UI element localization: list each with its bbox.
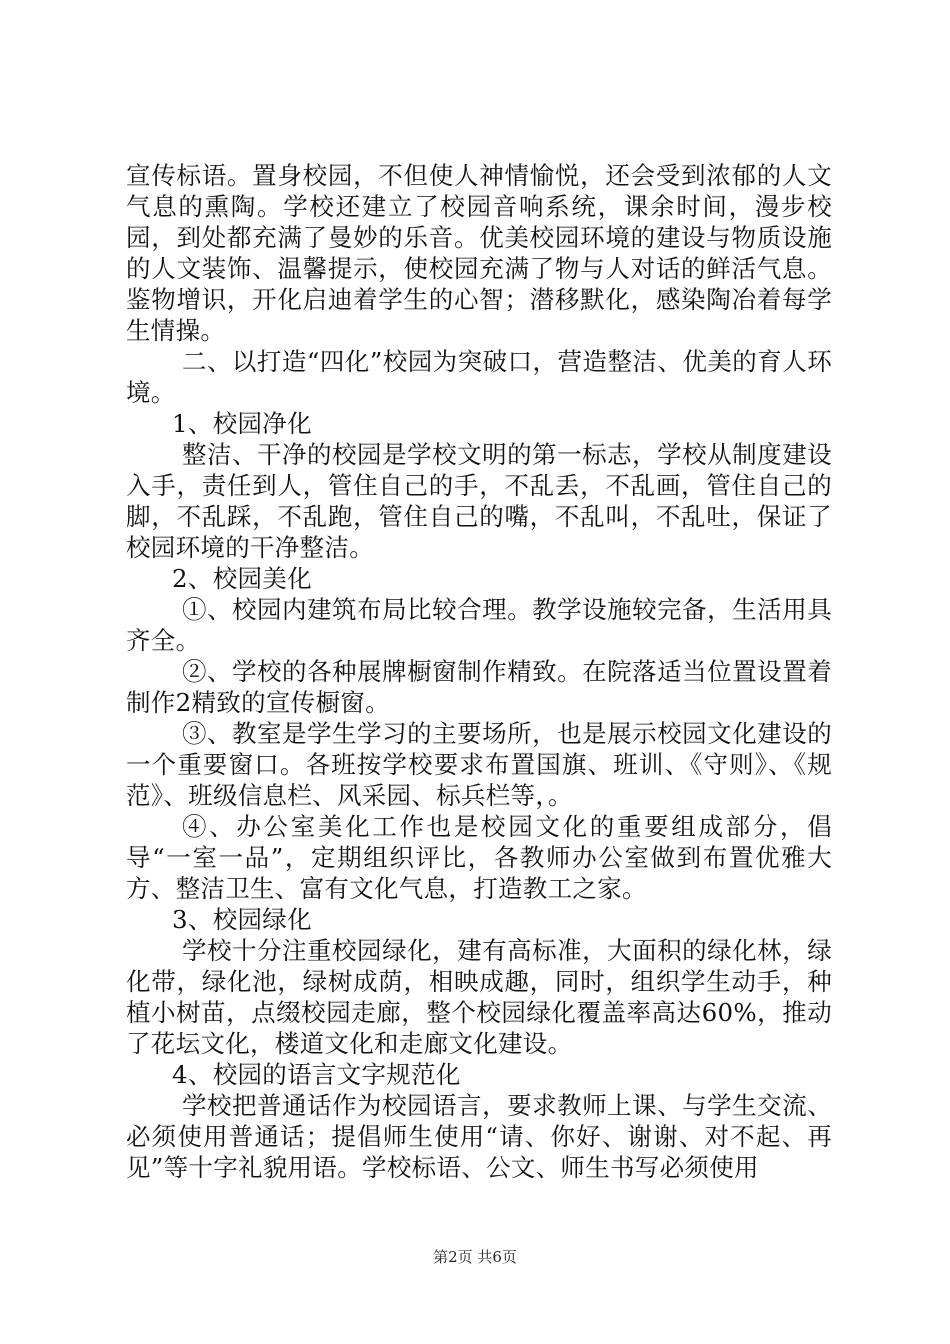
subsection-heading: 2、校园美化 [172, 564, 312, 593]
list-item: ②、学校的各种展牌橱窗制作精致。在院落适当位置设置着制作2精致的宣传橱窗。 [126, 657, 832, 717]
subsection-heading: 1、校园净化 [172, 409, 312, 438]
paragraph: 宣传标语。置身校园，不但使人神情愉悦，还会受到浓郁的人文气息的熏陶。学校还建立了校园音响系统，课余时间，漫步校园，到处都充满了曼妙的乐音。优美校园环境的建设与物质设施的人文装饰、温馨提示，使校园充满了物与人对话的鲜活气息。鉴物增识，开化启迪着学生的心智；潜移默化，感染陶冶着每学生情操。 [126, 161, 832, 345]
body-text [126, 160, 832, 1183]
paragraph: 整洁、干净的校园是学校文明的第一标志，学校从制度建设入手，责任到人，管住自己的手，不乱丢，不乱画，管住自己的脚，不乱踩，不乱跑，管住自己的嘴，不乱叫，不乱吐，保证了校园环境的干净整洁。 [126, 440, 832, 562]
paragraph: 学校十分注重校园绿化，建有高标准，大面积的绿化林，绿化带，绿化池，绿树成荫，相映成趣，同时，组织学生动手，种植小树苗，点缀校园走廊，整个校园绿化覆盖率高达60%，推动了花坛文化，楼道文化和走廊文化建设。 [126, 936, 832, 1058]
subsection-heading: 4、校园的语言文字规范化 [172, 1060, 461, 1089]
list-item: ①、校园内建筑布局比较合理。教学设施较完备，生活用具齐全。 [126, 595, 832, 655]
page-number-footer: 第2页 共6页 [433, 1248, 517, 1266]
list-item: ④、办公室美化工作也是校园文化的重要组成部分，倡导“一室一品”，定期组织评比，各教师办公室做到布置优雅大方、整洁卫生、富有文化气息，打造教工之家。 [126, 812, 832, 903]
list-item: ③、教室是学生学习的主要场所，也是展示校园文化建设的一个重要窗口。各班按学校要求布置国旗、班训、《守则》、《规范》、班级信息栏、风采园、标兵栏等，。 [126, 719, 832, 810]
section-heading: 二、以打造“四化”校园为突破口，营造整洁、优美的育人环境。 [126, 347, 832, 407]
paragraph: 学校把普通话作为校园语言，要求教师上课、与学生交流、必须使用普通话；提倡师生使用“请、你好、谢谢、对不起、再见”等十字礼貌用语。学校标语、公文、师生书写必须使用 [126, 1091, 832, 1182]
subsection-heading: 3、校园绿化 [172, 905, 312, 934]
